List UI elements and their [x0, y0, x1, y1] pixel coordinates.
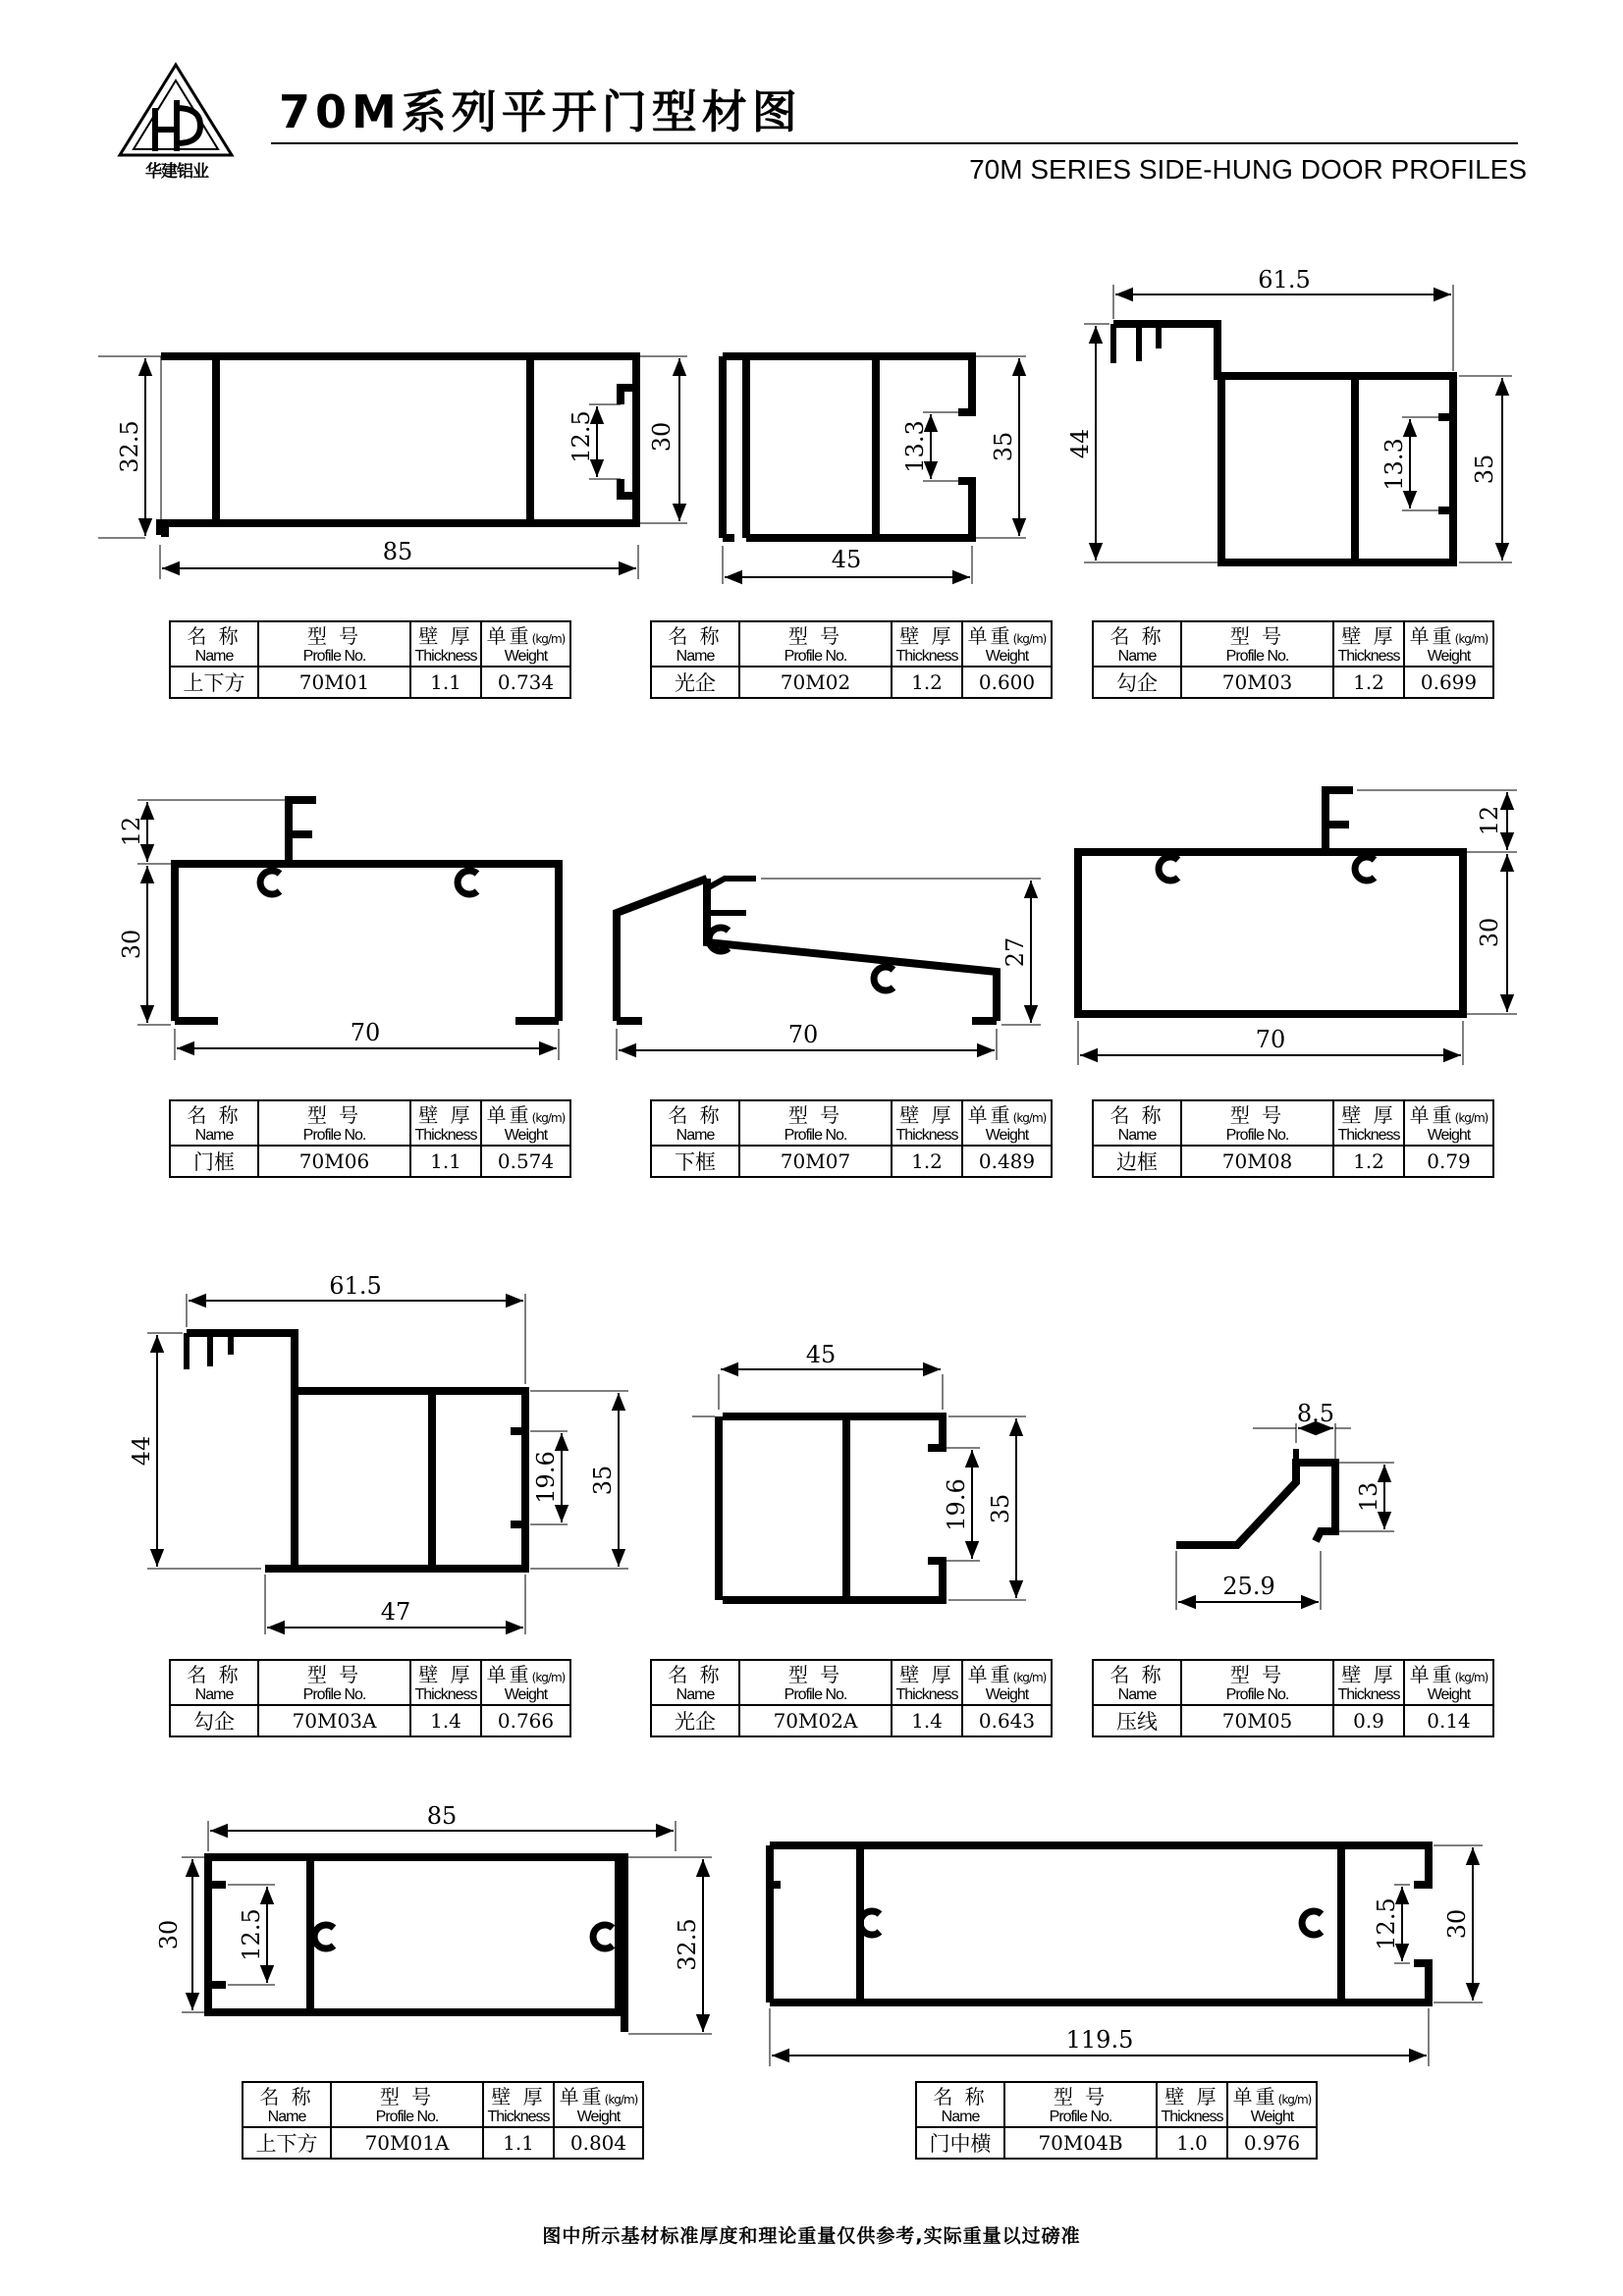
col-name	[651, 621, 739, 667]
dim-label: 13.3	[1380, 438, 1408, 491]
col-profile-no	[739, 1100, 892, 1146]
header-text: Weight	[504, 647, 548, 665]
col-weight: 单重(kg/m) Weight	[481, 1100, 570, 1146]
dim-label: 61.5	[329, 1272, 382, 1300]
spec-value-row	[651, 667, 1052, 698]
header-text: Name	[1117, 1685, 1157, 1703]
page-title: 70M系列平开门型材图	[279, 85, 802, 138]
header-text: 名 称	[187, 1102, 242, 1127]
dimension-lines-70m05	[1176, 1423, 1394, 1610]
unit-weight: 0.600	[962, 667, 1052, 698]
dim-label: 70	[787, 1021, 819, 1048]
spec-table-70m08	[1092, 1099, 1494, 1178]
profile-drawing-70m08	[1078, 790, 1517, 1065]
header-text: 名 称	[187, 623, 242, 648]
header-text: 勾企	[193, 1710, 235, 1734]
header-text: 门框	[193, 1150, 235, 1174]
header-text: Weight	[1250, 2108, 1294, 2125]
dim-label: 12	[1476, 805, 1503, 836]
header-text: 门中横	[929, 2132, 992, 2156]
header-text: 光企	[675, 671, 716, 695]
col-thickness	[410, 1100, 481, 1146]
profile-number: 70M07	[739, 1146, 892, 1177]
spec-table-70m02	[650, 620, 1053, 699]
spec-value-row	[243, 2127, 643, 2159]
header-text: Weight	[576, 2108, 621, 2125]
header-text: 型 号	[1229, 1102, 1285, 1127]
header-text: 名 称	[1109, 623, 1164, 648]
header-text: Name	[676, 1126, 715, 1144]
col-weight: 单重(kg/m) Weight	[1404, 621, 1493, 667]
dim-label: 47	[380, 1598, 411, 1626]
header-text: Profile No.	[784, 1685, 847, 1703]
header-text: Profile No.	[302, 647, 366, 665]
header-text: Weight	[1427, 647, 1471, 665]
header-text: 名 称	[1109, 1662, 1164, 1686]
col-thickness	[1157, 2082, 1227, 2127]
header-text: 下框	[675, 1150, 716, 1174]
dim-label: 35	[987, 1493, 1014, 1524]
header-text: Weight	[985, 647, 1029, 665]
header-text: 型 号	[306, 623, 362, 648]
col-name	[1093, 621, 1181, 667]
profile-number: 70M03A	[258, 1705, 410, 1736]
unit-weight: 0.766	[481, 1705, 570, 1736]
wall-thickness: 1.2	[1333, 667, 1404, 698]
col-thickness	[1333, 621, 1404, 667]
dim-label: 8.5	[1296, 1400, 1335, 1427]
dim-label: 30	[1443, 1908, 1471, 1940]
dim-label: 44	[128, 1435, 155, 1467]
header-text: Weight	[504, 1685, 548, 1703]
dim-label: 45	[805, 1341, 837, 1368]
header-text: 单重	[967, 1662, 1013, 1686]
col-weight: 单重(kg/m) Weight	[1404, 1100, 1493, 1146]
col-thickness	[410, 1660, 481, 1705]
header-text: Thickness	[414, 647, 477, 665]
header-text: 壁 厚	[1341, 623, 1396, 648]
header-text: 名 称	[933, 2084, 988, 2109]
header-text: Thickness	[1337, 647, 1400, 665]
header-text: Name	[676, 1685, 715, 1703]
dim-label: 119.5	[1065, 2026, 1134, 2054]
header-text: 壁 厚	[418, 1662, 473, 1686]
header-text: Weight	[504, 1126, 548, 1144]
spec-value-row	[170, 1705, 570, 1736]
header-text: 单重	[967, 1102, 1013, 1127]
profile-drawing-70m03	[1084, 285, 1512, 562]
spec-table-70m04b	[915, 2081, 1318, 2160]
col-thickness	[1333, 1660, 1404, 1705]
header-text: 型 号	[379, 2084, 435, 2109]
header-text: Name	[1117, 1126, 1157, 1144]
header-text: 壁 厚	[1341, 1102, 1396, 1127]
header-text: 壁 厚	[1341, 1662, 1396, 1686]
profile-number: 70M04B	[1004, 2127, 1157, 2159]
spec-table-70m06	[169, 1099, 571, 1178]
profile-name	[1093, 1705, 1181, 1736]
header-text: 单重	[486, 1102, 532, 1127]
dim-label: 70	[350, 1019, 381, 1046]
header-text: 型 号	[1229, 623, 1285, 648]
profile-name	[916, 2127, 1004, 2159]
dim-label: 30	[1476, 917, 1503, 948]
dim-label: 25.9	[1222, 1573, 1275, 1600]
spec-value-row	[916, 2127, 1317, 2159]
spec-value-row	[170, 1146, 570, 1177]
header-text: Thickness	[895, 1685, 958, 1703]
header-text: 型 号	[1053, 2084, 1109, 2109]
spec-value-row	[170, 667, 570, 698]
profile-drawing-70m02a	[692, 1369, 1026, 1600]
header-text: 单重	[1409, 623, 1455, 648]
profile-name	[170, 1146, 258, 1177]
profile-name	[651, 667, 739, 698]
spec-header-row	[170, 1660, 570, 1705]
spec-value-row	[651, 1146, 1052, 1177]
header-text: 壁 厚	[418, 623, 473, 648]
col-profile-no	[1181, 621, 1333, 667]
wall-thickness: 1.0	[1157, 2127, 1227, 2159]
header-text: 型 号	[1229, 1662, 1285, 1686]
header-text: 壁 厚	[491, 2084, 546, 2109]
header-text: 型 号	[787, 1662, 843, 1686]
spec-header-row	[651, 621, 1052, 667]
wall-thickness: 0.9	[1333, 1705, 1404, 1736]
footnote: 图中所示基材标准厚度和理论重量仅供参考,实际重量以过磅准	[542, 2225, 1081, 2247]
profile-drawing-70m07	[617, 879, 1041, 1060]
profile-number: 70M03	[1181, 667, 1333, 698]
col-name	[1093, 1660, 1181, 1705]
dim-label: 44	[1066, 428, 1094, 459]
profile-drawing-70m05	[1176, 1423, 1394, 1610]
spec-table-70m01	[169, 620, 571, 699]
wall-thickness: 1.1	[483, 2127, 554, 2159]
header-text: Profile No.	[784, 1126, 847, 1144]
profile-name	[1093, 667, 1181, 698]
header-text: Profile No.	[302, 1126, 366, 1144]
header-text: 单重	[486, 623, 532, 648]
profile-number: 70M08	[1181, 1146, 1333, 1177]
header-text: Profile No.	[1225, 1126, 1289, 1144]
wall-thickness: 1.2	[892, 667, 962, 698]
unit-weight: 0.643	[962, 1705, 1052, 1736]
spec-header-row	[170, 1100, 570, 1146]
spec-header-row	[651, 1660, 1052, 1705]
header-text: 壁 厚	[899, 1102, 954, 1127]
dim-label: 61.5	[1258, 266, 1311, 294]
col-thickness	[892, 1660, 962, 1705]
col-weight: 单重(kg/m) Weight	[1404, 1660, 1493, 1705]
header-text: Thickness	[895, 647, 958, 665]
profile-name	[170, 1705, 258, 1736]
header-text: Profile No.	[375, 2108, 439, 2125]
col-weight: 单重(kg/m) Weight	[962, 621, 1052, 667]
wall-thickness: 1.2	[1333, 1146, 1404, 1177]
header-text: 名 称	[259, 2084, 314, 2109]
page-subtitle: 70M SERIES SIDE-HUNG DOOR PROFILES	[969, 154, 1527, 185]
dim-label: 85	[382, 538, 413, 565]
header-text: 壁 厚	[899, 623, 954, 648]
header-text: Weight	[1427, 1126, 1471, 1144]
header-text: Name	[194, 647, 234, 665]
spec-header-row	[243, 2082, 643, 2127]
header-text: 名 称	[1109, 1102, 1164, 1127]
col-profile-no	[258, 1660, 410, 1705]
dimension-lines-70m02a	[692, 1369, 1026, 1600]
col-weight: 单重(kg/m) Weight	[554, 2082, 643, 2127]
col-thickness	[1333, 1100, 1404, 1146]
profile-number: 70M06	[258, 1146, 410, 1177]
header-text: 单重	[1409, 1662, 1455, 1686]
col-thickness	[892, 1100, 962, 1146]
dim-label: 35	[1471, 454, 1498, 485]
wall-thickness: 1.1	[410, 667, 481, 698]
dim-label: 45	[831, 546, 862, 573]
dim-label: 30	[648, 421, 676, 453]
col-name	[243, 2082, 331, 2127]
profile-number: 70M05	[1181, 1705, 1333, 1736]
col-name	[170, 621, 258, 667]
header-text: Profile No.	[1225, 1685, 1289, 1703]
header-text: 光企	[675, 1710, 716, 1734]
logo-text: 华建铝业	[145, 162, 208, 182]
col-profile-no	[258, 1100, 410, 1146]
wall-thickness: 1.2	[892, 1146, 962, 1177]
dim-label: 70	[1255, 1026, 1286, 1053]
header-text: 壁 厚	[1164, 2084, 1219, 2109]
dim-label: 12	[118, 816, 145, 847]
profile-number: 70M01	[258, 667, 410, 698]
header-text: Thickness	[487, 2108, 550, 2125]
header-text: Profile No.	[302, 1685, 366, 1703]
wall-thickness: 1.4	[410, 1705, 481, 1736]
unit-weight: 0.699	[1404, 667, 1493, 698]
header-text: Weight	[985, 1126, 1029, 1144]
dim-label: 13.3	[901, 420, 929, 473]
header-text: 单重	[967, 623, 1013, 648]
dim-label: 19.6	[532, 1451, 560, 1504]
wall-thickness: 1.1	[410, 1146, 481, 1177]
spec-header-row	[1093, 621, 1493, 667]
header-text: 单重	[559, 2084, 605, 2109]
dim-label: 35	[990, 431, 1017, 462]
spec-table-70m07	[650, 1099, 1053, 1178]
header-text: Weight	[985, 1685, 1029, 1703]
profile-name	[651, 1705, 739, 1736]
profile-drawing-70m06	[137, 800, 559, 1060]
col-weight: 单重(kg/m) Weight	[962, 1100, 1052, 1146]
dim-label: 30	[118, 929, 145, 960]
unit-weight: 0.734	[481, 667, 570, 698]
header-text: Thickness	[414, 1126, 477, 1144]
header-text: 名 称	[668, 1102, 723, 1127]
profile-number: 70M01A	[331, 2127, 483, 2159]
dim-label: 12.5	[238, 1908, 265, 1961]
col-weight: 单重(kg/m) Weight	[481, 1660, 570, 1705]
header-text: 单重	[1409, 1102, 1455, 1127]
header-text: Profile No.	[784, 647, 847, 665]
header-text: 型 号	[787, 1102, 843, 1127]
col-name	[916, 2082, 1004, 2127]
col-weight: 单重(kg/m) Weight	[962, 1660, 1052, 1705]
header-text: Thickness	[895, 1126, 958, 1144]
dim-label: 32.5	[674, 1918, 701, 1971]
spec-table-70m01a	[242, 2081, 644, 2160]
header-text: 型 号	[787, 623, 843, 648]
header-text: Weight	[1427, 1685, 1471, 1703]
unit-weight: 0.574	[481, 1146, 570, 1177]
col-profile-no	[739, 1660, 892, 1705]
spec-header-row	[170, 621, 570, 667]
header-text: Profile No.	[1225, 647, 1289, 665]
header-text: 单重	[486, 1662, 532, 1686]
header-text: 壁 厚	[418, 1102, 473, 1127]
header-text: Thickness	[1161, 2108, 1223, 2125]
col-name	[170, 1100, 258, 1146]
header-text: 上下方	[183, 671, 245, 695]
col-profile-no	[331, 2082, 483, 2127]
header-text: Thickness	[1337, 1126, 1400, 1144]
header-text: 型 号	[306, 1102, 362, 1127]
profile-number: 70M02	[739, 667, 892, 698]
header-text: Name	[941, 2108, 980, 2125]
spec-table-70m03a	[169, 1659, 571, 1737]
col-profile-no	[739, 621, 892, 667]
spec-table-70m03	[1092, 620, 1494, 699]
dim-label: 27	[1001, 936, 1029, 968]
dim-label: 12.5	[568, 410, 595, 463]
header-text: 勾企	[1116, 671, 1158, 695]
header-text: Thickness	[1337, 1685, 1400, 1703]
header-text: 壁 厚	[899, 1662, 954, 1686]
profile-name	[170, 667, 258, 698]
header-text: Name	[1117, 647, 1157, 665]
col-thickness	[483, 2082, 554, 2127]
header-text: 单重	[1232, 2084, 1278, 2109]
spec-header-row	[916, 2082, 1317, 2127]
unit-weight: 0.79	[1404, 1146, 1493, 1177]
header-text: Name	[676, 647, 715, 665]
spec-header-row	[1093, 1660, 1493, 1705]
spec-value-row	[1093, 1705, 1493, 1736]
header-text: Profile No.	[1049, 2108, 1112, 2125]
header-text: Name	[194, 1685, 234, 1703]
spec-header-row	[1093, 1100, 1493, 1146]
spec-table-70m05	[1092, 1659, 1494, 1737]
col-name	[651, 1100, 739, 1146]
header-text: 名 称	[668, 623, 723, 648]
col-name	[170, 1660, 258, 1705]
header-text: 上下方	[255, 2132, 318, 2156]
col-profile-no	[1181, 1100, 1333, 1146]
unit-weight: 0.14	[1404, 1705, 1493, 1736]
profile-name	[243, 2127, 331, 2159]
header-text: 型 号	[306, 1662, 362, 1686]
profile-name	[651, 1146, 739, 1177]
spec-table-70m02a	[650, 1659, 1053, 1737]
unit-weight: 0.804	[554, 2127, 643, 2159]
profile-drawing-70m02	[723, 356, 1026, 584]
col-name	[651, 1660, 739, 1705]
dim-label: 13	[1355, 1481, 1382, 1513]
dim-label: 12.5	[1373, 1897, 1400, 1950]
dim-label: 32.5	[116, 420, 143, 473]
spec-header-row	[651, 1100, 1052, 1146]
col-thickness	[410, 621, 481, 667]
col-thickness	[892, 621, 962, 667]
col-profile-no	[258, 621, 410, 667]
col-profile-no	[1181, 1660, 1333, 1705]
header-text: 名 称	[668, 1662, 723, 1686]
header-text: 边框	[1116, 1150, 1158, 1174]
header-text: 名 称	[187, 1662, 242, 1686]
dim-label: 19.6	[943, 1478, 970, 1531]
spec-value-row	[1093, 1146, 1493, 1177]
profile-number: 70M02A	[739, 1705, 892, 1736]
header-text: 压线	[1116, 1710, 1158, 1734]
wall-thickness: 1.4	[892, 1705, 962, 1736]
unit-weight: 0.976	[1227, 2127, 1317, 2159]
spec-value-row	[1093, 667, 1493, 698]
col-profile-no	[1004, 2082, 1157, 2127]
header-text: Name	[267, 2108, 306, 2125]
col-weight: 单重(kg/m) Weight	[481, 621, 570, 667]
spec-value-row	[651, 1705, 1052, 1736]
dim-label: 35	[589, 1465, 617, 1496]
col-weight: 单重(kg/m) Weight	[1227, 2082, 1317, 2127]
dim-label: 30	[155, 1919, 183, 1950]
profile-name	[1093, 1146, 1181, 1177]
col-name	[1093, 1100, 1181, 1146]
header-text: Name	[194, 1126, 234, 1144]
dim-label: 85	[426, 1802, 458, 1830]
dimension-lines-70m08	[1078, 790, 1517, 1065]
unit-weight: 0.489	[962, 1146, 1052, 1177]
header-text: Thickness	[414, 1685, 477, 1703]
